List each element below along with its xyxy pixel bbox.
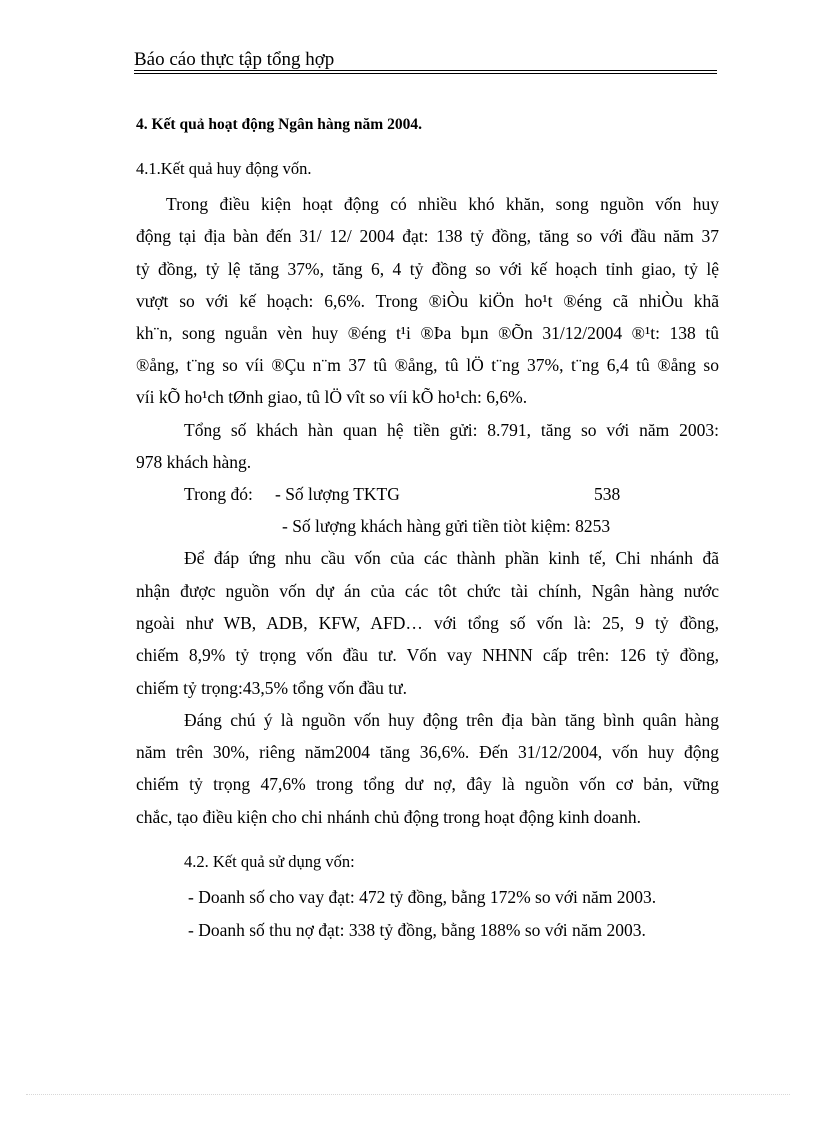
para4-line: Đáng chú ý là nguồn vốn huy động trên địa bàn tăng bình quân hàng (184, 710, 719, 730)
para2-line: 978 khách hàng. (136, 452, 252, 472)
section-4-heading: 4. Kết quả hoạt động Ngân hàng năm 2004. (136, 116, 422, 133)
breakdown-item1-label: - Số lượng TKTG (275, 484, 400, 504)
header-rule (134, 70, 717, 74)
para1-line: ®ång, t¨ng so víi ®Çu n¨m 37 tû ®ång, tû lÖ t¨ng 37%, t¨ng 6,4 tû ®ång so (136, 355, 719, 375)
para4-line: chiếm tỷ trọng 47,6% trong tổng dư nợ, đây là nguồn vốn cơ bản, vững (136, 774, 719, 794)
para1-line: tỷ đồng, tỷ lệ tăng 37%, tăng 6, 4 tỷ đồng so với kế hoạch tỉnh giao, tỷ lệ (136, 259, 719, 279)
para2-line: Tổng số khách hàn quan hệ tiền gửi: 8.791, tăng so với năm 2003: (184, 420, 719, 440)
page-header-title: Báo cáo thực tập tổng hợp (134, 49, 335, 70)
para4-line: chắc, tạo điều kiện cho chi nhánh chủ động trong hoạt động kinh doanh. (136, 807, 641, 827)
para3-line: nhận được nguồn vốn dự án của các tôt chức tài chính, Ngân hàng nước (136, 581, 719, 601)
breakdown-item2: - Số lượng khách hàng gửi tiền tiòt kiệm: 8253 (282, 516, 611, 536)
para1-line: Trong điều kiện hoạt động có nhiều khó khăn, song nguồn vốn huy (166, 194, 719, 214)
para4-line: năm trên 30%, riêng năm2004 tăng 36,6%. Đến 31/12/2004, vốn huy động (136, 742, 719, 762)
para1-line: kh¨n, song nguån vèn huy ®éng t¹i ®Þa bµn ®Õn 31/12/2004 ®¹t: 138 tû (136, 323, 719, 343)
para1-line: vượt so với kế hoạch: 6,6%. Trong ®iÒu kiÖn ho¹t ®éng cã nhiÒu khã (136, 291, 719, 311)
para3-line: ngoài như WB, ADB, KFW, AFD… với tổng số vốn là: 25, 9 tỷ đồng, (136, 613, 719, 633)
list-item: - Doanh số cho vay đạt: 472 tỷ đồng, bằng 172% so với năm 2003. (188, 887, 657, 907)
para1-line: víi kÕ ho¹ch tØnh giao, tû lÖ vît so víi kÕ ho¹ch: 6,6%. (136, 387, 528, 407)
page-bottom-divider (26, 1094, 790, 1095)
para3-line: chiếm tỷ trọng:43,5% tổng vốn đầu tư. (136, 678, 407, 698)
para1-line: động tại địa bàn đến 31/ 12/ 2004 đạt: 138 tỷ đồng, tăng so với đầu năm 37 (136, 226, 719, 246)
section-4-2-heading: 4.2. Kết quả sử dụng vốn: (184, 852, 355, 871)
section-4-1-heading: 4.1.Kết quả huy động vốn. (136, 159, 312, 178)
list-item: - Doanh số thu nợ đạt: 338 tỷ đồng, bằng 188% so với năm 2003. (188, 920, 646, 940)
breakdown-label: Trong đó: (184, 484, 253, 504)
para3-line: Để đáp ứng nhu cầu vốn của các thành phần kinh tế, Chi nhánh đã (184, 548, 719, 568)
para3-line: chiếm 8,9% tỷ trọng vốn đầu tư. Vốn vay NHNN cấp trên: 126 tỷ đồng, (136, 645, 719, 665)
breakdown-item1-value: 538 (594, 484, 621, 504)
